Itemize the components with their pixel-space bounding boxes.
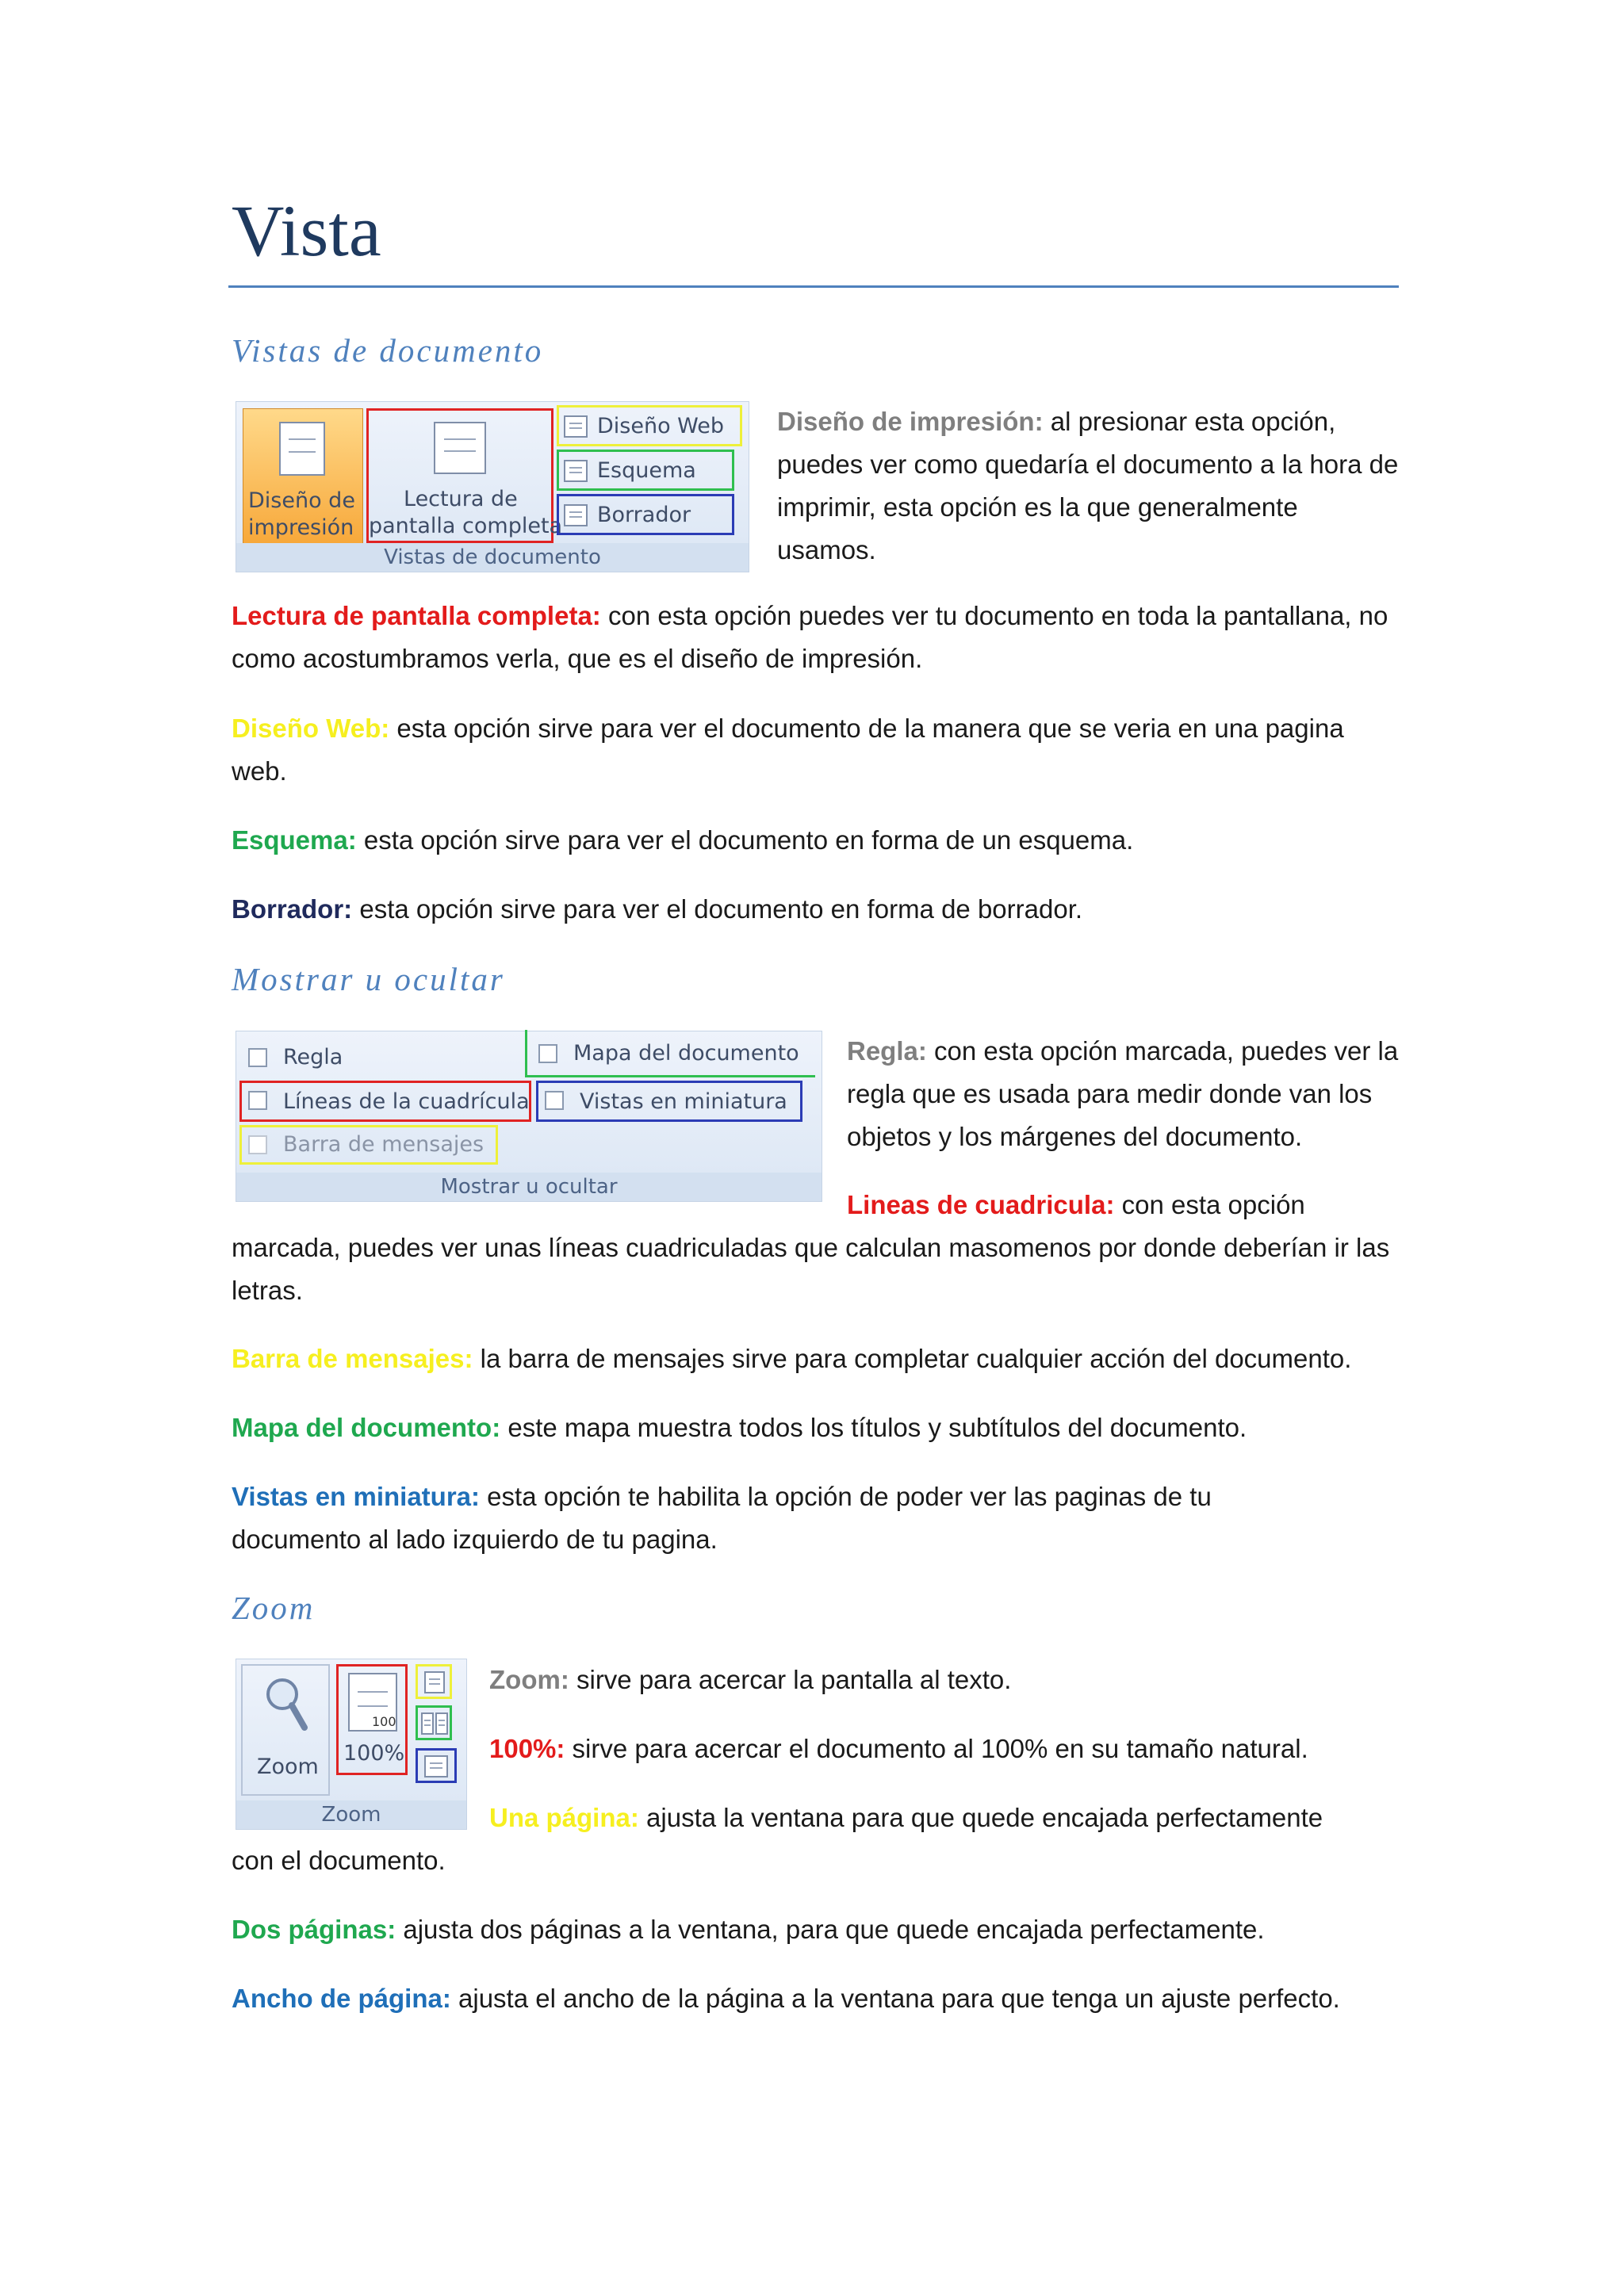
- ribbon-group-label-vistas: Vistas de documento: [236, 543, 749, 572]
- term-lineas-cuadricula: Lineas de cuadricula:: [847, 1190, 1115, 1219]
- paragraph-vistas-miniatura: [232, 1475, 1342, 1561]
- paragraph-una-pagina-a: [489, 1797, 1401, 1839]
- full-screen-reading-icon: [434, 422, 486, 474]
- lineas-cuadricula-label: Líneas de la cuadrícula: [283, 1089, 530, 1114]
- vistas-miniatura-label: Vistas en miniatura: [580, 1089, 787, 1114]
- ribbon-group-label-zoom: Zoom: [236, 1800, 466, 1829]
- zoom-100-button[interactable]: [336, 1664, 408, 1775]
- desc-mapa-documento: este mapa muestra todos los títulos y subtítulos del documento.: [500, 1413, 1247, 1442]
- term-borrador: Borrador:: [232, 894, 353, 924]
- desc-diseno-web: esta opción sirve para ver el documento de la manera que se veria en una pagina web.: [232, 714, 1344, 786]
- draft-button[interactable]: [557, 494, 734, 535]
- full-screen-reading-label-2: pantalla completa: [369, 514, 563, 538]
- ribbon-mostrar-ocultar: [236, 1031, 822, 1202]
- print-layout-button[interactable]: [243, 408, 363, 545]
- paragraph-borrador: [232, 888, 1397, 931]
- term-dos-paginas: Dos páginas:: [232, 1915, 396, 1944]
- term-esquema: Esquema:: [232, 825, 357, 855]
- desc-ancho-pagina: ajusta el ancho de la página a la ventana para que tenga un ajuste perfecto.: [450, 1984, 1340, 2013]
- ribbon-vistas-documento: [236, 401, 749, 572]
- barra-mensajes-checkbox-item[interactable]: [239, 1125, 498, 1165]
- mapa-documento-label: Mapa del documento: [573, 1041, 799, 1066]
- paragraph-zoom: [489, 1659, 1401, 1701]
- web-layout-label: Diseño Web: [597, 414, 725, 438]
- desc-esquema: esta opción sirve para ver el documento en forma de un esquema.: [356, 825, 1134, 855]
- paragraph-diseno-web: [232, 707, 1397, 793]
- paragraph-lectura-pantalla: [232, 595, 1397, 680]
- paragraph-lineas-cuadricula-a: [847, 1184, 1402, 1226]
- term-diseno-impresion: Diseño de impresión:: [777, 407, 1044, 436]
- desc-zoom: sirve para acercar la pantalla al texto.: [569, 1665, 1012, 1694]
- mapa-documento-checkbox[interactable]: [538, 1044, 557, 1063]
- paragraph-regla: [847, 1030, 1402, 1158]
- lineas-cuadricula-checkbox[interactable]: [248, 1091, 267, 1110]
- desc-lectura-pantalla: con esta opción puedes ver tu documento en toda la pantallana, no como acostumbramos verla, que es el diseño de impresión.: [232, 601, 1388, 673]
- paragraph-una-pagina-b: [232, 1839, 1397, 1882]
- desc-dos-paginas: ajusta dos páginas a la ventana, para que quede encajada perfectamente.: [396, 1915, 1265, 1944]
- heading-vistas-documento: Vistas de documento: [232, 332, 544, 369]
- heading-mostrar-ocultar: Mostrar u ocultar: [232, 961, 505, 997]
- term-lectura-pantalla: Lectura de pantalla completa:: [232, 601, 601, 630]
- print-layout-label-1: Diseño de: [248, 488, 355, 513]
- desc-vistas-miniatura: esta opción te habilita la opción de poder ver las paginas de tu documento al lado izquierdo de tu pagina.: [232, 1482, 1212, 1554]
- paragraph-barra-mensajes: [232, 1337, 1402, 1380]
- page-width-icon: [424, 1755, 448, 1777]
- ribbon-zoom: [236, 1659, 467, 1830]
- barra-mensajes-label: Barra de mensajes: [283, 1132, 485, 1157]
- zoom-100-label: 100%: [343, 1741, 405, 1766]
- desc-diseno-impresion: al presionar esta opción, puedes ver como quedaría el documento a la hora de imprimir, esta opción es la que generalmente usamos.: [777, 407, 1399, 564]
- vistas-miniatura-checkbox[interactable]: [545, 1091, 564, 1110]
- regla-checkbox-item[interactable]: [239, 1038, 363, 1077]
- paragraph-lineas-cuadricula-b: [232, 1226, 1397, 1312]
- term-mapa-documento: Mapa del documento:: [232, 1413, 501, 1442]
- print-layout-icon: [279, 422, 325, 476]
- desc-una-pagina-a: ajusta la ventana para que quede encajada perfectamente: [638, 1803, 1323, 1832]
- term-zoom: Zoom:: [489, 1665, 569, 1694]
- desc-lineas-cuadricula-b: marcada, puedes ver unas líneas cuadriculadas que calculan masomenos por donde deberían ir las letras.: [232, 1233, 1390, 1305]
- paragraph-ancho-pagina: [232, 1977, 1402, 2020]
- zoom-label: Zoom: [257, 1755, 319, 1779]
- paragraph-diseno-impresion: [777, 400, 1404, 572]
- desc-100: sirve para acercar el documento al 100% en su tamaño natural.: [565, 1734, 1308, 1763]
- title-underline: [228, 285, 1399, 288]
- magnifier-icon: [262, 1674, 311, 1732]
- term-regla: Regla:: [847, 1036, 927, 1066]
- page-width-button[interactable]: [416, 1748, 457, 1783]
- paragraph-esquema: [232, 819, 1397, 862]
- paragraph-mapa-documento: [232, 1406, 1397, 1449]
- term-vistas-miniatura: Vistas en miniatura:: [232, 1482, 481, 1511]
- one-page-icon: [424, 1671, 445, 1693]
- outline-label: Esquema: [597, 458, 696, 483]
- full-screen-reading-button[interactable]: [366, 408, 563, 543]
- two-pages-button[interactable]: [416, 1705, 452, 1740]
- desc-lineas-cuadricula-a: con esta opción: [1114, 1190, 1305, 1219]
- desc-regla: con esta opción marcada, puedes ver la regla que es usada para medir donde van los objetos y los márgenes del documento.: [847, 1036, 1399, 1151]
- term-ancho-pagina: Ancho de página:: [232, 1984, 451, 2013]
- two-pages-icon-left: [421, 1712, 434, 1735]
- desc-borrador: esta opción sirve para ver el documento en forma de borrador.: [352, 894, 1083, 924]
- full-screen-reading-label-1: Lectura de: [404, 487, 518, 511]
- web-layout-button[interactable]: [557, 405, 742, 446]
- two-pages-icon-right: [435, 1712, 448, 1735]
- outline-button[interactable]: [557, 450, 734, 491]
- paragraph-dos-paginas: [232, 1908, 1397, 1951]
- page-100-icon-text: 100: [372, 1714, 396, 1729]
- draft-label: Borrador: [597, 503, 691, 527]
- barra-mensajes-checkbox[interactable]: [248, 1135, 267, 1154]
- term-barra-mensajes: Barra de mensajes:: [232, 1344, 473, 1373]
- outline-icon: [564, 460, 588, 482]
- page-title: Vista: [232, 190, 381, 271]
- term-una-pagina: Una página:: [489, 1803, 639, 1832]
- ribbon-group-label-mostrar: Mostrar u ocultar: [236, 1173, 822, 1201]
- lineas-cuadricula-checkbox-item[interactable]: [239, 1081, 531, 1122]
- term-diseno-web: Diseño Web:: [232, 714, 390, 743]
- web-layout-icon: [564, 415, 588, 438]
- desc-una-pagina-b: con el documento.: [232, 1846, 446, 1875]
- one-page-button[interactable]: [416, 1664, 452, 1699]
- regla-label: Regla: [283, 1045, 343, 1070]
- draft-icon: [564, 504, 588, 526]
- term-100: 100%:: [489, 1734, 565, 1763]
- desc-barra-mensajes: la barra de mensajes sirve para completar cualquier acción del documento.: [473, 1344, 1352, 1373]
- heading-zoom: Zoom: [232, 1590, 316, 1626]
- vistas-miniatura-checkbox-item[interactable]: [536, 1081, 802, 1122]
- paragraph-100: [489, 1728, 1401, 1770]
- print-layout-label-2: impresión: [248, 515, 354, 540]
- zoom-button[interactable]: [241, 1664, 330, 1796]
- regla-checkbox[interactable]: [248, 1048, 267, 1067]
- mapa-documento-checkbox-item[interactable]: [525, 1030, 815, 1077]
